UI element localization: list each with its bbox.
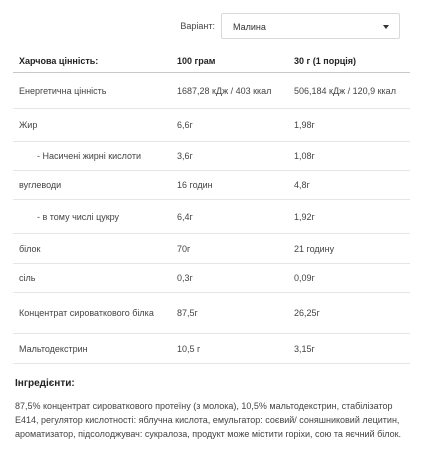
nutrient-name: Жир <box>13 109 171 142</box>
value-per-serving: 0,09г <box>288 264 410 293</box>
nutrient-name: - Насичені жирні кислоти <box>13 142 171 171</box>
column-header-per-100g: 100 грам <box>171 50 288 73</box>
nutrient-name: Мальтодекстрин <box>13 334 171 364</box>
value-per-serving: 21 годину <box>288 234 410 264</box>
value-per-100g: 3,6г <box>171 142 288 171</box>
table-row <box>13 334 410 364</box>
table-row <box>13 200 410 234</box>
ingredients-text: 87,5% концентрат сироваткового протеїну (з молока), 10,5% мальтодекстрин, стабілізатор Е414, регулятор кислотності: яблучна кислота, емульгатор: соєвий/ соняшниковий лецитин, ароматизатор, підсолоджувач: сукралоза, продукт може містити горіхи, сою та яєчний білок. <box>15 401 402 439</box>
table-row <box>13 264 410 293</box>
table-row <box>13 142 410 171</box>
column-header-nutrient: Харчова цінність: <box>13 50 171 73</box>
table-row <box>13 293 410 334</box>
nutrient-name: Енергетична цінність <box>13 73 171 109</box>
value-per-serving: 1,98г <box>288 109 410 142</box>
value-per-serving: 1,08г <box>288 142 410 171</box>
nutrient-name: вуглеводи <box>13 171 171 200</box>
nutrient-name: білок <box>13 234 171 264</box>
variant-label: Варіант: <box>180 21 215 31</box>
nutrient-name: - в тому числі цукру <box>13 200 171 234</box>
ingredients-heading: Інгредієнти: <box>15 378 75 389</box>
table-row <box>13 171 410 200</box>
column-header-per-serving: 30 г (1 порція) <box>288 50 410 73</box>
table-header-row <box>13 50 410 73</box>
value-per-serving: 26,25г <box>288 293 410 334</box>
value-per-100g: 6,6г <box>171 109 288 142</box>
value-per-serving: 1,92г <box>288 200 410 234</box>
value-per-serving: 3,15г <box>288 334 410 364</box>
variant-selector-row <box>0 13 423 39</box>
variant-selected-value: Малина <box>233 22 266 32</box>
table-row <box>13 73 410 109</box>
value-per-100g: 0,3г <box>171 264 288 293</box>
table-row <box>13 109 410 142</box>
value-per-100g: 1687,28 кДж / 403 ккал <box>171 73 288 109</box>
value-per-100g: 10,5 г <box>171 334 288 364</box>
value-per-serving: 4,8г <box>288 171 410 200</box>
value-per-100g: 16 годин <box>171 171 288 200</box>
table-row <box>13 234 410 264</box>
chevron-down-icon <box>383 25 389 29</box>
value-per-100g: 6,4г <box>171 200 288 234</box>
value-per-serving: 506,184 кДж / 120,9 ккал <box>288 73 410 109</box>
nutrient-name: Концентрат сироваткового білка <box>13 293 171 334</box>
value-per-100g: 87,5г <box>171 293 288 334</box>
nutrition-table <box>13 50 410 364</box>
nutrient-name: сіль <box>13 264 171 293</box>
value-per-100g: 70г <box>171 234 288 264</box>
variant-dropdown[interactable] <box>221 13 400 39</box>
